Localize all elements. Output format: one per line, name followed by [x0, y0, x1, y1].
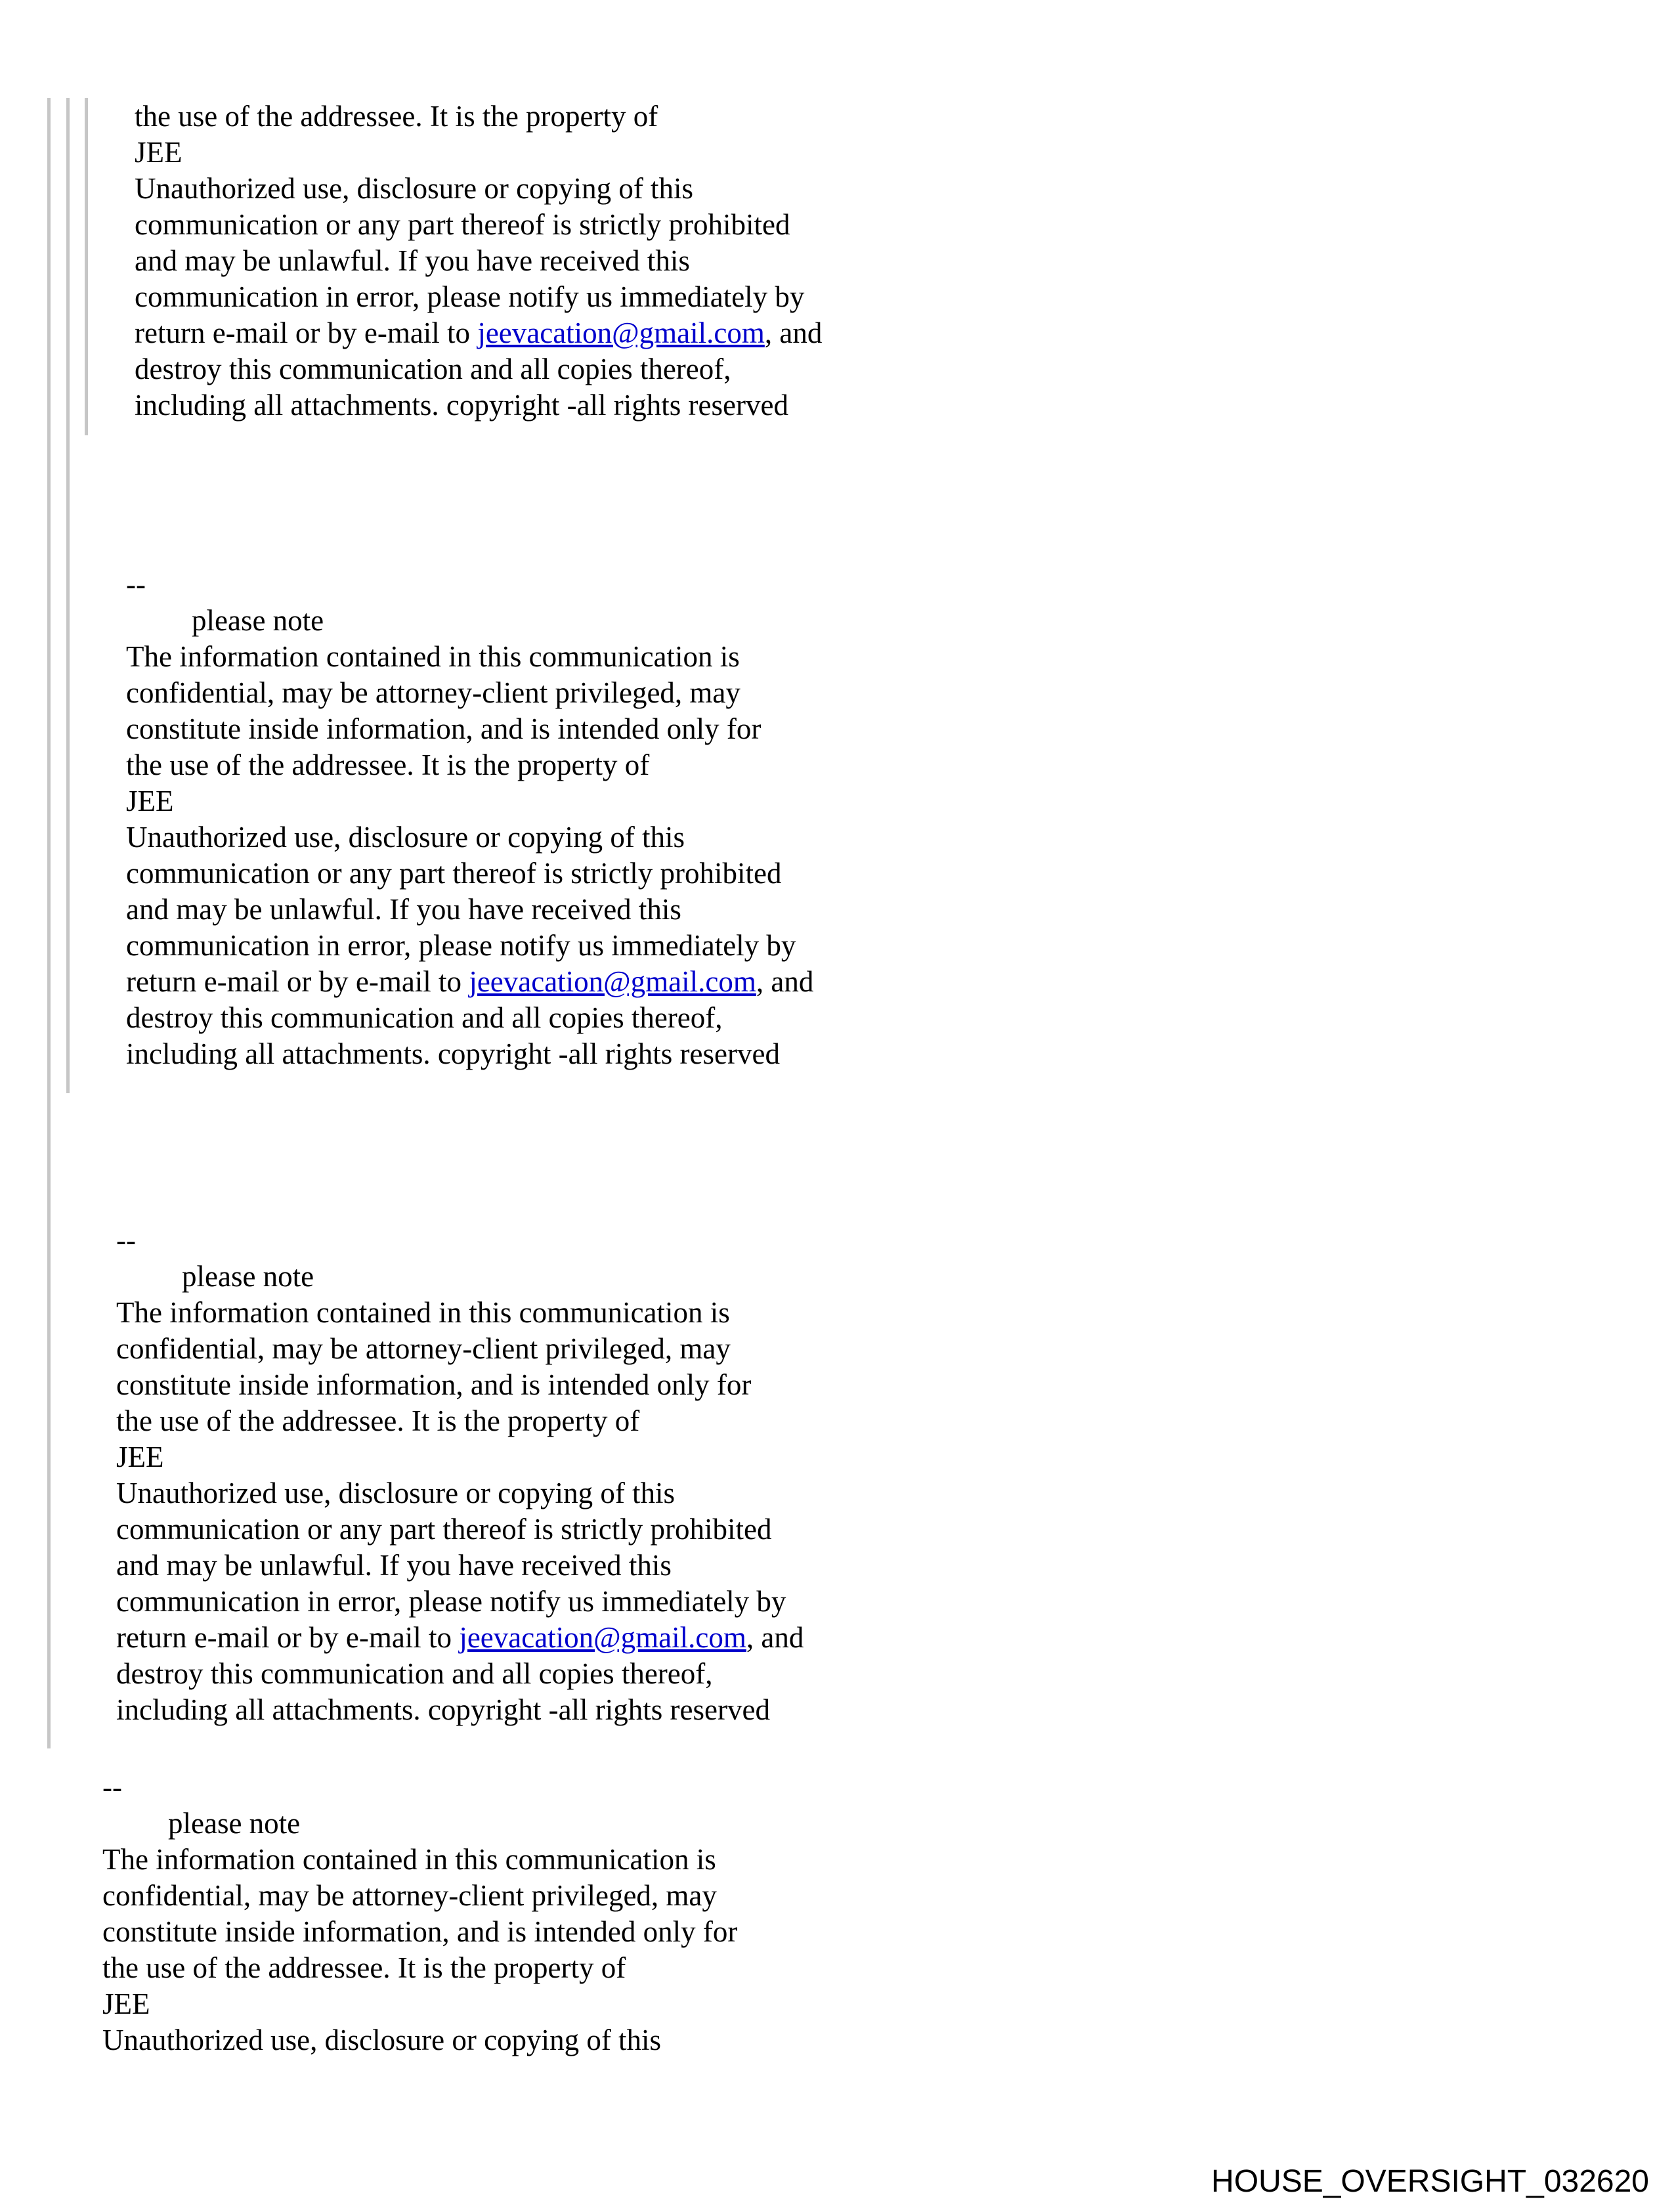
link-line-prefix: return e-mail or by e-mail to	[126, 965, 469, 998]
email-link[interactable]: jeevacation@gmail.com	[459, 1621, 746, 1654]
disclaimer-block-3	[116, 1223, 804, 1728]
disclaimer-line: constitute inside information, and is intended only for	[102, 1915, 738, 1948]
disclaimer-line: destroy this communication and all copies thereof,	[126, 1001, 723, 1034]
disclaimer-line: communication in error, please notify us immediately by	[126, 929, 796, 962]
disclaimer-block-1	[135, 98, 822, 423]
disclaimer-line: confidential, may be attorney-client privileged, may	[116, 1332, 731, 1365]
email-link[interactable]: jeevacation@gmail.com	[477, 316, 765, 349]
disclaimer-link-line	[116, 1620, 804, 1656]
disclaimer-line: JEE	[116, 1441, 164, 1473]
disclaimer-line: including all attachments. copyright -all rights reserved	[135, 389, 788, 422]
signature-separator: --	[126, 568, 146, 601]
disclaimer-line: including all attachments. copyright -all rights reserved	[126, 1037, 780, 1070]
disclaimer-line: JEE	[102, 1987, 150, 2020]
disclaimer-block-4	[102, 1769, 737, 2058]
disclaimer-line: communication or any part thereof is strictly prohibited	[116, 1513, 772, 1546]
disclaimer-line: and may be unlawful. If you have received this	[116, 1549, 672, 1582]
disclaimer-line: JEE	[126, 785, 174, 817]
disclaimer-link-line	[126, 964, 813, 1000]
link-line-prefix: return e-mail or by e-mail to	[135, 316, 478, 349]
disclaimer-line: the use of the addressee. It is the property of	[116, 1404, 640, 1437]
disclaimer-line: and may be unlawful. If you have received this	[135, 244, 690, 277]
disclaimer-line: JEE	[135, 136, 182, 169]
bates-number: HOUSE_OVERSIGHT_032620	[1211, 2164, 1649, 2199]
disclaimer-line: destroy this communication and all copies thereof,	[116, 1657, 713, 1690]
disclaimer-line: confidential, may be attorney-client privileged, may	[126, 676, 740, 709]
email-link[interactable]: jeevacation@gmail.com	[469, 965, 756, 998]
disclaimer-line: Unauthorized use, disclosure or copying of this	[102, 2024, 662, 2056]
disclaimer-block-2	[126, 567, 813, 1072]
quote-bar-level-1	[47, 98, 51, 1748]
disclaimer-line: and may be unlawful. If you have received this	[126, 893, 681, 926]
disclaimer-line: communication or any part thereof is strictly prohibited	[135, 208, 790, 241]
disclaimer-line: including all attachments. copyright -all rights reserved	[116, 1693, 770, 1726]
link-line-suffix: , and	[746, 1621, 804, 1654]
disclaimer-line: destroy this communication and all copies thereof,	[135, 353, 731, 385]
disclaimer-line: Unauthorized use, disclosure or copying of this	[116, 1477, 676, 1509]
link-line-suffix: , and	[756, 965, 814, 998]
link-line-prefix: return e-mail or by e-mail to	[116, 1621, 460, 1654]
disclaimer-line: communication or any part thereof is strictly prohibited	[126, 857, 782, 890]
please-note-label: please note	[192, 604, 324, 637]
please-note-label: please note	[168, 1807, 301, 1840]
disclaimer-line: communication in error, please notify us immediately by	[135, 280, 805, 313]
disclaimer-line: the use of the addressee. It is the property of	[135, 100, 658, 133]
link-line-suffix: , and	[764, 316, 823, 349]
disclaimer-link-line	[135, 315, 822, 351]
disclaimer-line: Unauthorized use, disclosure or copying of this	[126, 821, 685, 854]
quote-bar-level-2	[66, 98, 70, 1093]
please-note-label: please note	[182, 1260, 314, 1293]
signature-separator: --	[116, 1224, 136, 1257]
disclaimer-line: the use of the addressee. It is the property of	[102, 1951, 626, 1984]
disclaimer-line: constitute inside information, and is intended only for	[126, 712, 762, 745]
disclaimer-line: communication in error, please notify us immediately by	[116, 1585, 786, 1618]
disclaimer-line: The information contained in this communication is	[102, 1843, 716, 1876]
quote-bar-level-3	[85, 98, 88, 435]
signature-separator: --	[102, 1771, 122, 1804]
disclaimer-line: constitute inside information, and is intended only for	[116, 1368, 752, 1401]
disclaimer-line: confidential, may be attorney-client privileged, may	[102, 1879, 717, 1912]
disclaimer-line: Unauthorized use, disclosure or copying of this	[135, 172, 694, 205]
disclaimer-line: The information contained in this communication is	[116, 1296, 730, 1329]
disclaimer-line: The information contained in this communication is	[126, 640, 740, 673]
disclaimer-line: the use of the addressee. It is the property of	[126, 748, 650, 781]
